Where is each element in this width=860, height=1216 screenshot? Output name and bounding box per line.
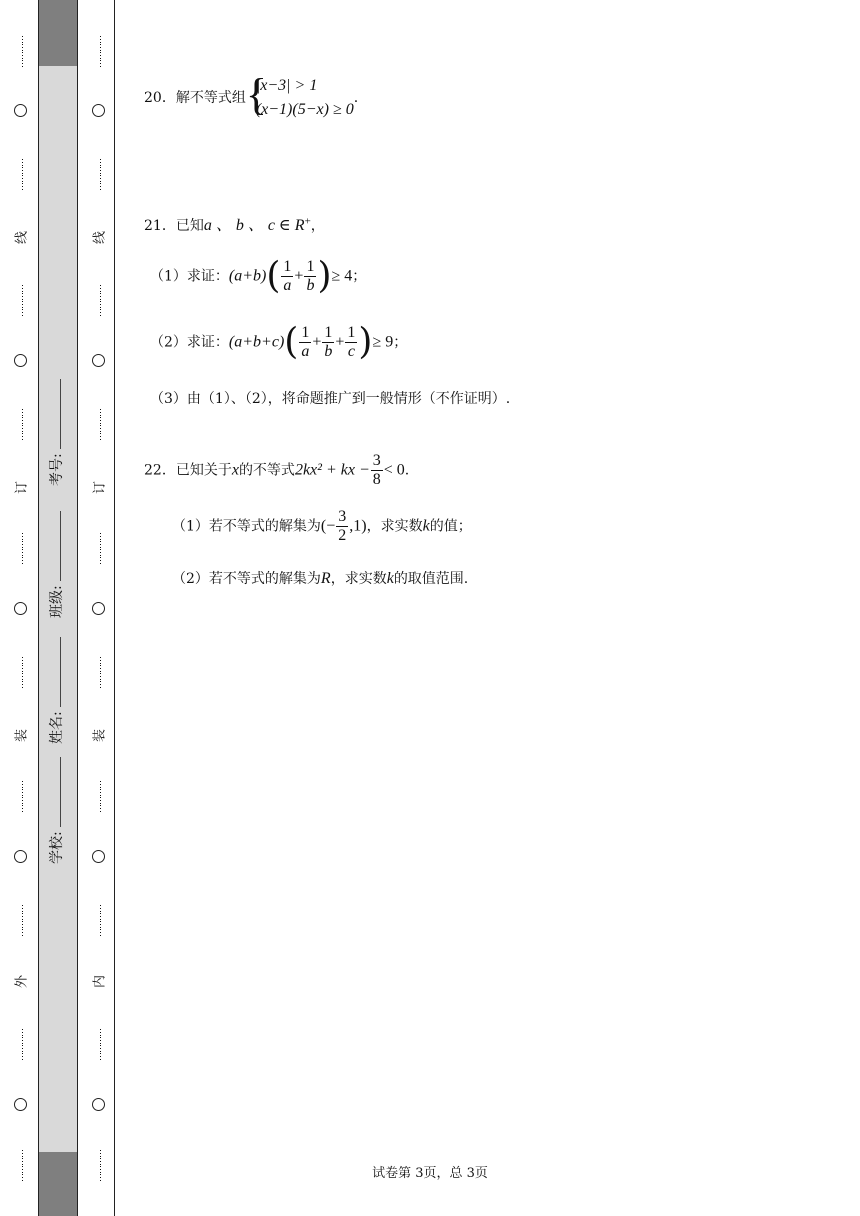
label-zhuang: 装 xyxy=(14,729,30,743)
paren-close: ) xyxy=(358,321,373,363)
expression: 2kx² + kx − xyxy=(294,461,370,479)
circle-marker xyxy=(14,354,27,367)
question-21-part-1: （1）求证：(a+b)( $\frac{1}{a}$ + $\frac{1}{b}$ )≥ 4； xyxy=(150,255,367,297)
dotted-line: ⋯⋯⋯⋯ xyxy=(95,408,105,440)
fraction-3-over-8: $\frac{3}{8}$ xyxy=(372,452,381,488)
binding-margin xyxy=(0,0,118,1216)
dotted-line: ⋯⋯⋯⋯ xyxy=(95,532,105,564)
circle-marker xyxy=(14,1098,27,1111)
circle-marker xyxy=(92,1098,105,1111)
question-tail: . xyxy=(353,90,359,106)
dotted-line: ⋯⋯⋯⋯ xyxy=(95,780,105,812)
question-22-part-1 xyxy=(172,508,472,545)
dotted-line: ⋯⋯⋯⋯ xyxy=(17,780,27,812)
dotted-line: ⋯⋯⋯⋯ xyxy=(95,1028,105,1060)
expression-rhs: ≥ 4 xyxy=(331,267,353,285)
question-number: 22． xyxy=(144,462,176,479)
system-row-2: (x−1)(5−x) ≥ 0 xyxy=(255,101,354,118)
paren-open: ( xyxy=(266,255,281,297)
question-number: 20． xyxy=(144,90,176,106)
dotted-line: ⋯⋯⋯⋯ xyxy=(17,158,27,190)
circle-marker xyxy=(14,850,27,863)
binding-strip-top-block xyxy=(38,0,78,66)
part-text: （2）若不等式的解集为 xyxy=(172,571,321,587)
question-text: 解不等式组 xyxy=(175,90,246,106)
circle-marker xyxy=(92,602,105,615)
paren-close: ) xyxy=(317,255,332,297)
page-footer: 试卷第 3页，总 3页 xyxy=(372,1166,488,1181)
part-text: 的取值范围. xyxy=(393,571,469,587)
dotted-line: ⋯⋯⋯⋯ xyxy=(17,656,27,688)
page-border-line xyxy=(114,0,115,1216)
dotted-line: ⋯⋯⋯⋯ xyxy=(17,1028,27,1060)
question-tail: ， xyxy=(310,218,325,234)
circle-marker xyxy=(92,850,105,863)
question-21 xyxy=(144,212,325,235)
paren-open: ( xyxy=(284,321,299,363)
part-text: ，求实数 xyxy=(330,571,387,587)
fraction-1-over-a: $\frac{1}{a}$ xyxy=(301,324,310,360)
circle-marker xyxy=(14,602,27,615)
system-row-1: |x−3| > 1 xyxy=(255,77,318,94)
dotted-line: ⋯⋯⋯⋯ xyxy=(17,35,27,67)
label-zhuang: 装 xyxy=(92,729,108,743)
dotted-line: ⋯⋯⋯⋯ xyxy=(95,284,105,316)
inner-cut-column xyxy=(92,0,108,1216)
question-22 xyxy=(144,452,409,489)
question-text: 已知关于 xyxy=(175,462,232,479)
label-xian: 线 xyxy=(14,231,30,245)
question-21-part-2: （2）求证：(a+b+c)( $\frac{1}{a}$ + $\frac{1}{b}$ + $\frac{1}{c}$ )≥ 9； xyxy=(150,321,408,363)
question-20 xyxy=(144,70,359,122)
question-text: 已知 xyxy=(175,218,204,234)
circle-marker xyxy=(92,104,105,117)
fraction-3-over-2: $\frac{3}{2}$ xyxy=(338,508,347,544)
variable-x: x xyxy=(231,461,239,479)
label-ding: 订 xyxy=(92,481,108,495)
fraction-1-over-a: $\frac{1}{a}$ xyxy=(283,258,292,294)
solution-set: ,1) xyxy=(349,517,367,535)
part-text: 的值； xyxy=(429,518,472,535)
part-label: （2）求证： xyxy=(150,334,229,351)
question-21-part-3: （3）由（1）、（2），将命题推广到一般情形（不作证明）. xyxy=(150,391,511,407)
brace-icon: { xyxy=(245,70,267,119)
school-field[interactable]: 学校: xyxy=(46,757,66,864)
fraction-1-over-b: $\frac{1}{b}$ xyxy=(306,258,315,294)
question-22-part-2 xyxy=(172,568,468,588)
part-text: （1）若不等式的解集为 xyxy=(172,518,321,535)
circle-marker xyxy=(92,354,105,367)
circle-marker xyxy=(14,104,27,117)
solution-set: (− xyxy=(320,517,336,535)
dotted-line: ⋯⋯⋯⋯ xyxy=(17,284,27,316)
dotted-line: ⋯⋯⋯⋯ xyxy=(95,35,105,67)
question-tail: . xyxy=(404,462,410,479)
dotted-line: ⋯⋯⋯⋯ xyxy=(17,408,27,440)
inequality-system xyxy=(245,70,354,122)
question-text: 的不等式 xyxy=(238,462,295,479)
question-number: 21． xyxy=(144,218,176,234)
part-text: ，求实数 xyxy=(366,518,423,535)
fraction-1-over-c: $\frac{1}{c}$ xyxy=(347,324,356,360)
label-xian: 线 xyxy=(92,231,108,245)
expression-rhs: ≥ 9 xyxy=(372,333,394,351)
expression: < 0 xyxy=(383,461,405,479)
name-field[interactable]: 姓名: xyxy=(46,637,66,744)
dotted-line: ⋯⋯⋯⋯ xyxy=(95,904,105,936)
label-wai: 外 xyxy=(14,975,30,989)
fraction-1-over-b: $\frac{1}{b}$ xyxy=(324,324,333,360)
label-nei: 内 xyxy=(92,975,108,989)
exam-number-field[interactable]: 考号: xyxy=(46,379,66,486)
dotted-line: ⋯⋯⋯⋯ xyxy=(95,158,105,190)
variables: a 、 b 、 c ∈ R xyxy=(203,217,305,234)
part-label: （1）求证： xyxy=(150,268,229,285)
superscript-plus: + xyxy=(304,215,311,228)
class-field[interactable]: 班级: xyxy=(46,511,66,618)
label-ding: 订 xyxy=(14,481,30,495)
expression-lhs: (a+b) xyxy=(228,267,267,285)
dotted-line: ⋯⋯⋯⋯ xyxy=(17,904,27,936)
variable-k: k xyxy=(386,570,394,587)
variable-k: k xyxy=(422,517,430,535)
part-tail: ； xyxy=(352,268,367,285)
part-tail: ； xyxy=(393,334,408,351)
dotted-line: ⋯⋯⋯⋯ xyxy=(17,1149,27,1181)
outer-cut-column xyxy=(14,0,30,1216)
dotted-line: ⋯⋯⋯⋯ xyxy=(95,1149,105,1181)
dotted-line: ⋯⋯⋯⋯ xyxy=(17,532,27,564)
dotted-line: ⋯⋯⋯⋯ xyxy=(95,656,105,688)
expression-lhs: (a+b+c) xyxy=(228,333,285,351)
solution-set: R xyxy=(320,570,331,587)
